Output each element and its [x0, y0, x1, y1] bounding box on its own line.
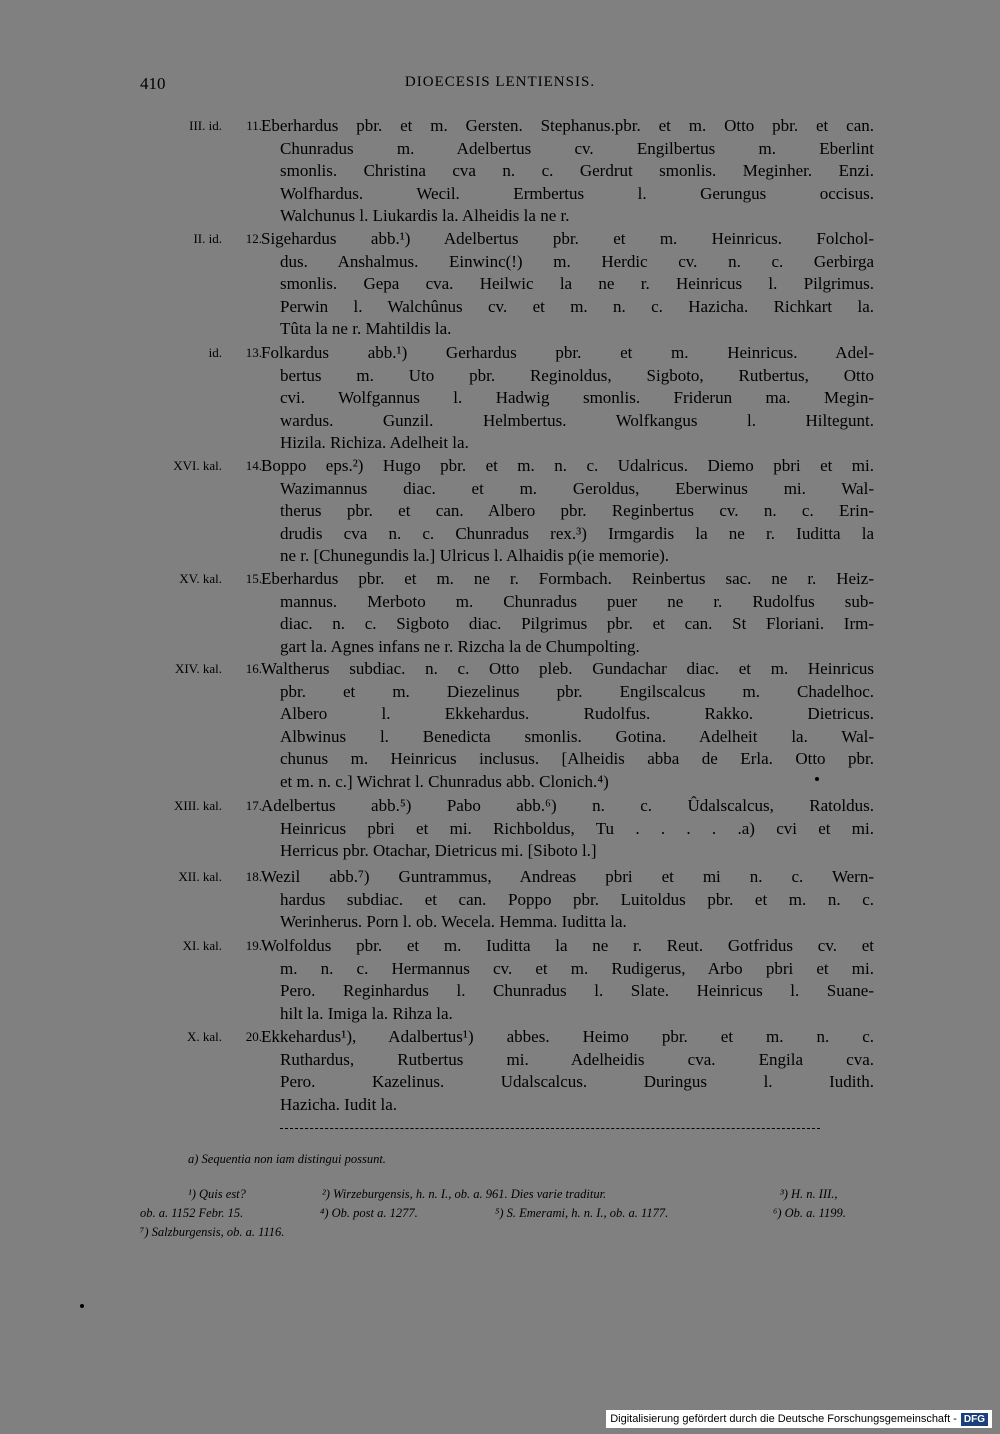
- entry-number: 20.: [245, 1029, 262, 1044]
- footnote-6: ⁶) Ob. a. 1199.: [773, 1206, 846, 1220]
- entry-text: [261, 455, 874, 568]
- entry-line: Folkardus abb.¹) Gerhardus pbr. et m. Heinricus. Adel-: [261, 343, 874, 362]
- entry-line: smonlis. Christina cva n. c. Gerdrut smonlis. Meginher. Enzi.: [280, 161, 874, 181]
- entry-line: m. n. c. Hermannus cv. et m. Rudigerus, Arbo pbri et mi.: [280, 958, 874, 978]
- entry-text: [261, 935, 874, 1025]
- entry-line: Wezil abb.⁷) Guntrammus, Andreas pbri et mi n. c. Wern-: [261, 867, 874, 886]
- entry-line: Walchunus l. Liukardis la. Alheidis la ne r.: [280, 206, 570, 226]
- entry-line: ne r. [Chunegundis la.] Ulricus l. Alhaidis p(ie memorie).: [280, 546, 670, 566]
- entry-line: Herricus pbr. Otachar, Dietricus mi. [Siboto l.]: [280, 841, 597, 861]
- entry-text: [261, 1026, 874, 1116]
- entry-number: 13.: [245, 345, 262, 360]
- entry-line: Boppo eps.²) Hugo pbr. et m. n. c. Udalricus. Diemo pbri et mi.: [261, 456, 874, 475]
- footnote-5: ⁵) S. Emerami, h. n. I., ob. a. 1177.: [495, 1206, 669, 1220]
- entry-date: II. id.: [193, 231, 222, 246]
- entry-date: XV. kal.: [179, 571, 222, 586]
- entry-line: Ruthardus, Rutbertus mi. Adelheidis cva. Engila cva.: [280, 1049, 874, 1069]
- entry-line: Ekkehardus¹), Adalbertus¹) abbes. Heimo pbr. et m. n. c.: [261, 1027, 874, 1046]
- entry-line: cvi. Wolfgannus l. Hadwig smonlis. Friderun ma. Megin-: [280, 388, 874, 408]
- entry-line: smonlis. Gepa cva. Heilwic la ne r. Heinricus l. Pilgrimus.: [280, 274, 874, 294]
- entry-number: 14.: [245, 458, 262, 473]
- entry-line: hilt la. Imiga la. Rihza la.: [280, 1003, 453, 1023]
- entry-date: XI. kal.: [182, 938, 222, 953]
- footnote-2: ²) Wirzeburgensis, h. n. I., ob. a. 961. Dies varie traditur.: [322, 1187, 607, 1201]
- entry-text: [261, 568, 874, 658]
- entry-line: Adelbertus abb.⁵) Pabo abb.⁶) n. c. Ûdalscalcus, Ratoldus.: [261, 796, 874, 815]
- entry-text: [261, 115, 874, 228]
- entry-number: 17.: [245, 798, 262, 813]
- entry-line: Albero l. Ekkehardus. Rudolfus. Rakko. Dietricus.: [280, 704, 874, 724]
- footnote-4: ⁴) Ob. post a. 1277.: [320, 1206, 418, 1220]
- page-number: 410: [140, 74, 166, 93]
- entry-line: pbr. et m. Diezelinus pbr. Engilscalcus m. Chadelhoc.: [280, 681, 874, 701]
- entry-line: Eberhardus pbr. et m. ne r. Formbach. Reinbertus sac. ne r. Heiz-: [261, 569, 874, 588]
- entry-number: 11.: [246, 118, 262, 133]
- speck-mark: [815, 777, 819, 781]
- entry-text: [261, 866, 874, 934]
- entry-line: therus pbr. et can. Albero pbr. Reginbertus cv. n. c. Erin-: [280, 501, 874, 521]
- speck-mark: [80, 1304, 84, 1308]
- entry-number: 16.: [245, 661, 262, 676]
- entry-line: Albwinus l. Benedicta smonlis. Gotina. Adelheit la. Wal-: [280, 726, 874, 746]
- entry-line: hardus subdiac. et can. Poppo pbr. Luitoldus pbr. et m. n. c.: [280, 889, 874, 909]
- entry-line: Eberhardus pbr. et m. Gersten. Stephanus.pbr. et m. Otto pbr. et can.: [261, 116, 874, 135]
- entry-line: diac. n. c. Sigboto diac. Pilgrimus pbr. et can. St Floriani. Irm-: [280, 614, 874, 634]
- entry-text: [261, 658, 874, 794]
- entry-line: et m. n. c.] Wichrat l. Chunradus abb. Clonich.⁴): [280, 771, 609, 791]
- entry-line: mannus. Merboto m. Chunradus puer ne r. Rudolfus sub-: [280, 591, 874, 611]
- entry-number: 15.: [245, 571, 262, 586]
- entry-line: Pero. Reginhardus l. Chunradus l. Slate. Heinricus l. Suane-: [280, 981, 874, 1001]
- dfg-logo: DFG: [961, 1413, 988, 1426]
- entry-line: Chunradus m. Adelbertus cv. Engilbertus m. Eberlint: [280, 138, 874, 158]
- entry-date: X. kal.: [186, 1029, 222, 1044]
- digitization-footer: [606, 1410, 992, 1428]
- entry-line: drudis cva n. c. Chunradus rex.³) Irmgardis la ne r. Iuditta la: [280, 523, 874, 543]
- entry-line: Wolfhardus. Wecil. Ermbertus l. Gerungus occisus.: [280, 183, 874, 203]
- entry-line: Wolfoldus pbr. et m. Iuditta la ne r. Reut. Gotfridus cv. et: [261, 936, 874, 955]
- footnote-7: ⁷) Salzburgensis, ob. a. 1116.: [140, 1225, 285, 1239]
- entry-line: Hizila. Richiza. Adelheit la.: [280, 433, 469, 453]
- entry-date: XII. kal.: [178, 869, 222, 884]
- entry-line: gart la. Agnes infans ne r. Rizcha la de Chumpolting.: [280, 636, 640, 656]
- footnote-1: ¹) Quis est?: [188, 1187, 246, 1201]
- entry-line: wardus. Gunzil. Helmbertus. Wolfkangus l. Hiltegunt.: [280, 410, 874, 430]
- entry-line: Perwin l. Walchûnus cv. et m. n. c. Hazicha. Richkart la.: [280, 296, 874, 316]
- entry-line: Wazimannus diac. et m. Geroldus, Eberwinus mi. Wal-: [280, 478, 874, 498]
- entry-line: dus. Anshalmus. Einwinc(!) m. Herdic cv. n. c. Gerbirga: [280, 251, 874, 271]
- entry-line: Sigehardus abb.¹) Adelbertus pbr. et m. Heinricus. Folchol-: [261, 229, 874, 248]
- running-title: DIOECESIS LENTIENSIS.: [404, 74, 596, 90]
- footnote-a: a) Sequentia non iam distingui possunt.: [188, 1152, 386, 1166]
- entry-line: Werinherus. Porn l. ob. Wecela. Hemma. Iuditta la.: [280, 912, 627, 932]
- entry-line: Heinricus pbri et mi. Richboldus, Tu . . . . .a) cvi et mi.: [280, 818, 874, 838]
- entry-line: Tûta la ne r. Mahtildis la.: [280, 319, 452, 339]
- footer-credit: Digitalisierung gefördert durch die Deutsche Forschungsgemeinschaft -: [610, 1413, 957, 1425]
- entry-text: [261, 795, 874, 863]
- entry-line: Hazicha. Iudit la.: [280, 1094, 398, 1114]
- entry-line: bertus m. Uto pbr. Reginoldus, Sigboto, Rutbertus, Otto: [280, 365, 874, 385]
- entry-date: XIV. kal.: [174, 661, 222, 676]
- entry-line: Waltherus subdiac. n. c. Otto pleb. Gundachar diac. et m. Heinricus: [261, 659, 874, 678]
- entry-number: 18.: [245, 869, 262, 884]
- entry-line: Pero. Kazelinus. Udalscalcus. Duringus l. Iudith.: [280, 1072, 874, 1092]
- footnote-3: ³) H. n. III.,: [780, 1187, 838, 1201]
- entry-date: III. id.: [189, 118, 222, 133]
- entry-text: [261, 342, 874, 455]
- entry-number: 19.: [245, 938, 262, 953]
- footnote-3-continued: ob. a. 1152 Febr. 15.: [140, 1206, 244, 1220]
- entry-line: chunus m. Heinricus inclusus. [Alheidis abba de Erla. Otto pbr.: [280, 749, 874, 769]
- text-divider-rule: [280, 1128, 820, 1129]
- entry-date: XIII. kal.: [173, 798, 222, 813]
- entry-text: [261, 228, 874, 341]
- entry-date: XVI. kal.: [173, 458, 222, 473]
- entry-date: id.: [208, 345, 222, 360]
- entry-number: 12.: [245, 231, 262, 246]
